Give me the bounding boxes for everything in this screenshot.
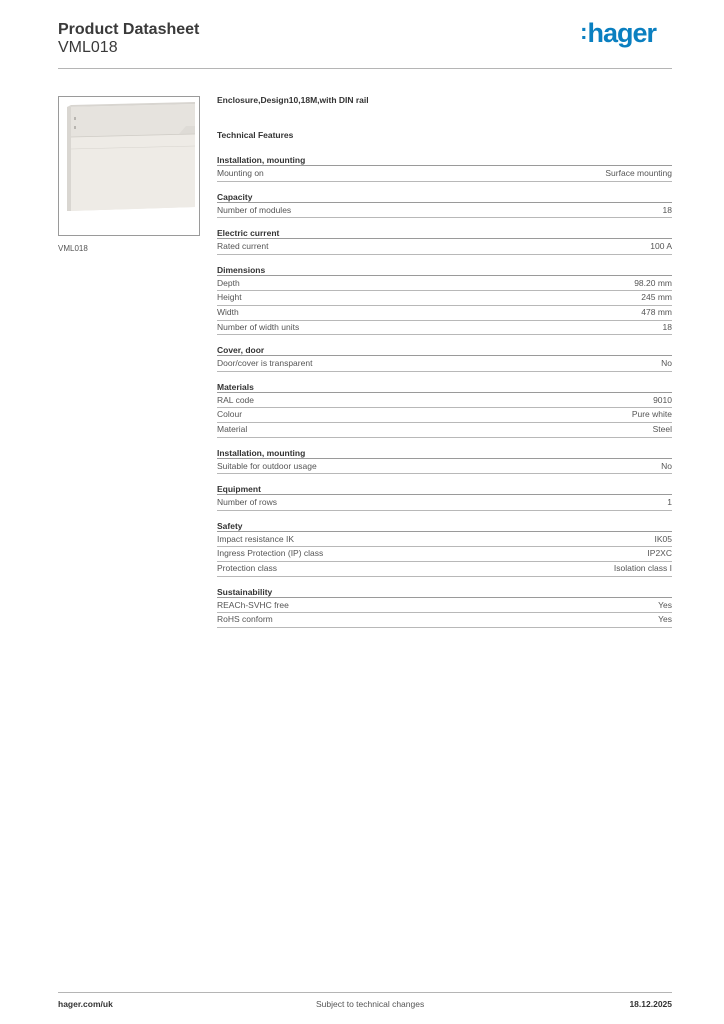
spec-label: Width bbox=[217, 306, 239, 317]
spec-row bbox=[217, 321, 672, 336]
footer-date: 18.12.2025 bbox=[629, 999, 672, 1009]
spec-value: 18 bbox=[662, 321, 672, 332]
spec-group-title: Equipment bbox=[217, 484, 672, 495]
spec-row bbox=[217, 496, 672, 511]
spec-row bbox=[217, 167, 672, 182]
spec-label: Material bbox=[217, 423, 248, 434]
spec-row bbox=[217, 408, 672, 423]
footer-note: Subject to technical changes bbox=[316, 999, 425, 1009]
spec-row bbox=[217, 599, 672, 614]
spec-label: Impact resistance IK bbox=[217, 533, 295, 544]
spec-value: 98.20 mm bbox=[634, 277, 672, 288]
spec-label: RoHS conform bbox=[217, 614, 273, 625]
spec-row bbox=[217, 423, 672, 438]
spec-value: 100 A bbox=[650, 241, 672, 252]
spec-group-title: Sustainability bbox=[217, 587, 672, 598]
spec-row bbox=[217, 547, 672, 562]
spec-value: No bbox=[661, 358, 672, 369]
spec-label: Depth bbox=[217, 277, 240, 288]
spec-row bbox=[217, 291, 672, 306]
product-code: VML018 bbox=[58, 39, 118, 56]
spec-label: Number of modules bbox=[217, 204, 292, 215]
spec-group bbox=[217, 484, 672, 511]
spec-label: Number of width units bbox=[217, 321, 300, 332]
spec-value: Isolation class I bbox=[613, 562, 672, 573]
spec-value: Yes bbox=[658, 599, 672, 610]
spec-value: Steel bbox=[652, 423, 672, 434]
spec-label: Protection class bbox=[217, 562, 277, 573]
spec-label: Colour bbox=[217, 409, 243, 420]
spec-label: Rated current bbox=[217, 241, 269, 252]
logo-dots: : bbox=[580, 19, 587, 44]
spec-row bbox=[217, 357, 672, 372]
header-divider bbox=[58, 68, 672, 69]
spec-row bbox=[217, 533, 672, 548]
spec-group bbox=[217, 228, 672, 255]
spec-value: Yes bbox=[658, 614, 672, 625]
spec-group-title: Safety bbox=[217, 521, 672, 532]
logo-text: hager bbox=[587, 18, 656, 48]
spec-label: Height bbox=[217, 292, 242, 303]
spec-label: REACh-SVHC free bbox=[217, 599, 289, 610]
spec-group-title: Installation, mounting bbox=[217, 155, 672, 166]
spec-label: Door/cover is transparent bbox=[217, 358, 313, 369]
spec-group-title: Electric current bbox=[217, 228, 672, 239]
spec-group-title: Installation, mounting bbox=[217, 448, 672, 459]
spec-row bbox=[217, 394, 672, 409]
page-header bbox=[58, 18, 672, 69]
spec-label: Mounting on bbox=[217, 168, 264, 178]
spec-group bbox=[217, 448, 672, 475]
spec-value: No bbox=[661, 460, 672, 471]
product-image bbox=[58, 96, 200, 236]
spec-group-title: Dimensions bbox=[217, 265, 672, 276]
spec-group bbox=[217, 587, 672, 628]
spec-row bbox=[217, 277, 672, 292]
spec-group bbox=[217, 521, 672, 577]
hager-logo bbox=[580, 18, 656, 49]
spec-value: 1 bbox=[667, 497, 672, 508]
spec-value: IP2XC bbox=[647, 548, 672, 559]
spec-group-title: Capacity bbox=[217, 192, 672, 203]
spec-value: IK05 bbox=[654, 533, 672, 544]
spec-group bbox=[217, 265, 672, 335]
spec-row bbox=[217, 460, 672, 475]
spec-value: Pure white bbox=[631, 409, 672, 420]
spec-value: 18 bbox=[662, 204, 672, 215]
spec-value: 245 mm bbox=[641, 292, 672, 303]
spec-row bbox=[217, 204, 672, 219]
product-description: Enclosure,Design10,18M,with DIN rail bbox=[217, 95, 369, 105]
spec-content bbox=[217, 95, 672, 638]
spec-group-title: Materials bbox=[217, 382, 672, 393]
spec-group-title: Cover, door bbox=[217, 345, 672, 356]
technical-features-heading: Technical Features bbox=[217, 130, 294, 140]
spec-value: 9010 bbox=[653, 394, 672, 405]
spec-row bbox=[217, 306, 672, 321]
footer-divider bbox=[58, 992, 672, 993]
spec-group bbox=[217, 345, 672, 372]
spec-row bbox=[217, 613, 672, 628]
image-caption: VML018 bbox=[58, 244, 88, 253]
spec-label: Number of rows bbox=[217, 497, 277, 508]
spec-label: Suitable for outdoor usage bbox=[217, 460, 317, 471]
document-title: Product Datasheet bbox=[58, 21, 200, 38]
spec-sections bbox=[217, 155, 672, 628]
spec-value: Surface mounting bbox=[605, 168, 672, 178]
spec-value: 478 mm bbox=[641, 306, 672, 317]
spec-group bbox=[217, 192, 672, 219]
footer-website: hager.com/uk bbox=[58, 999, 113, 1009]
spec-row bbox=[217, 562, 672, 577]
spec-row bbox=[217, 240, 672, 255]
spec-group bbox=[217, 382, 672, 438]
spec-group bbox=[217, 155, 672, 182]
enclosure-illustration bbox=[59, 97, 199, 235]
spec-label: Ingress Protection (IP) class bbox=[217, 548, 324, 559]
spec-label: RAL code bbox=[217, 394, 255, 405]
